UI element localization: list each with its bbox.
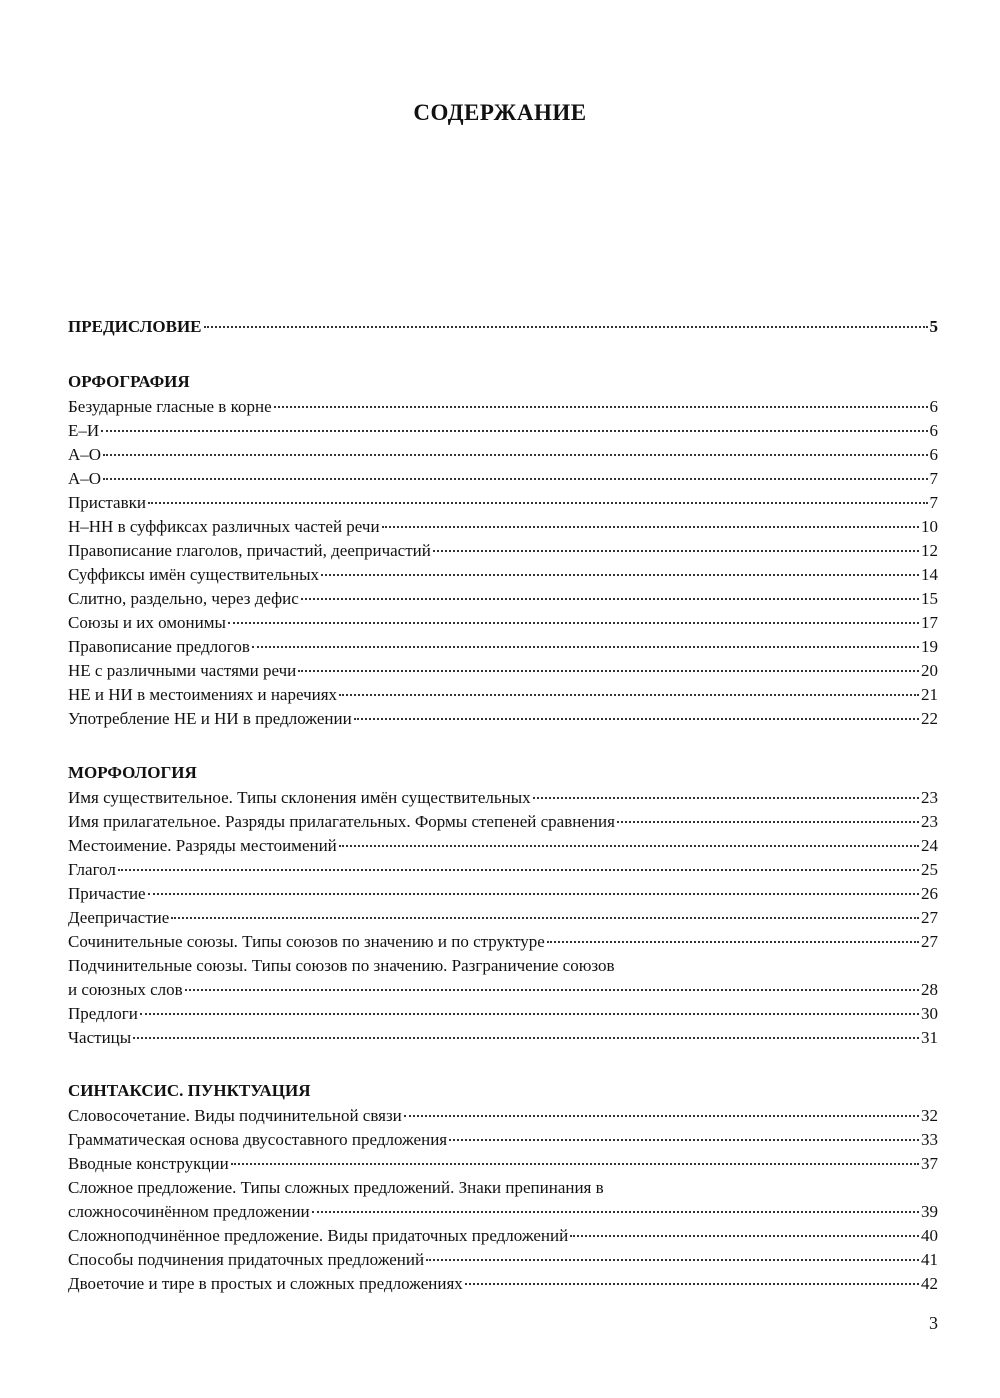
toc-entry-page: 37: [921, 1154, 938, 1173]
dot-leader: [204, 326, 928, 328]
dot-leader: [404, 1115, 919, 1117]
toc-entry-label: Предлоги: [68, 1004, 138, 1023]
toc-entry-page: 6: [929, 397, 938, 416]
toc-entry-page: 14: [921, 565, 938, 584]
toc-entry[interactable]: [68, 1225, 938, 1247]
toc-entry-label: Правописание предлогов: [68, 637, 250, 656]
toc-entry-page: 15: [921, 589, 938, 608]
dot-leader: [148, 893, 919, 895]
toc-entry-first-line: Сложное предложение. Типы сложных предложений. Знаки препинания в: [68, 1178, 604, 1197]
dot-leader: [103, 454, 927, 456]
toc-entry-page: 22: [921, 709, 938, 728]
toc-entry-label: А–О: [68, 469, 102, 488]
dot-leader: [433, 550, 919, 552]
toc-entry[interactable]: [68, 612, 938, 634]
toc-entry-page: 26: [921, 884, 938, 903]
toc-entry[interactable]: [68, 883, 938, 905]
toc-entry-page: 28: [921, 980, 938, 999]
toc-entry[interactable]: [68, 564, 938, 586]
toc-entry-page: 19: [921, 637, 938, 656]
toc-entry-page: 23: [921, 788, 938, 807]
dot-leader: [101, 430, 927, 432]
toc-entry-label: Частицы: [68, 1028, 132, 1047]
toc-entry-label: Правописание глаголов, причастий, деепричастий: [68, 541, 431, 560]
toc-entry-label: Вводные конструкции: [68, 1154, 229, 1173]
toc-entry[interactable]: [68, 979, 938, 1001]
toc-entry-label: Глагол: [68, 860, 116, 879]
toc-entry-label: Суффиксы имён существительных: [68, 565, 320, 584]
toc-entry[interactable]: [68, 1153, 938, 1175]
toc-entry[interactable]: [68, 684, 938, 706]
toc-entry-page: 10: [921, 517, 938, 536]
toc-entry[interactable]: [68, 1273, 938, 1295]
toc-entry[interactable]: [68, 1249, 938, 1271]
toc-entry[interactable]: [68, 835, 938, 857]
toc-entry[interactable]: [68, 444, 938, 466]
toc-entry[interactable]: [68, 811, 938, 833]
dot-leader: [339, 845, 919, 847]
dot-leader: [312, 1211, 919, 1213]
dot-leader: [339, 694, 919, 696]
section-heading-orthography: ОРФОГРАФИЯ: [68, 372, 190, 391]
toc-entry-label: ПРЕДИСЛОВИЕ: [68, 317, 202, 336]
toc-entry[interactable]: [68, 1105, 938, 1127]
toc-entry-label: Деепричастие: [68, 908, 170, 927]
toc-entry[interactable]: [68, 859, 938, 881]
toc-entry-page: 24: [921, 836, 938, 855]
dot-leader: [449, 1139, 919, 1141]
toc-entry-label: НЕ и НИ в местоимениях и наречиях: [68, 685, 338, 704]
toc-entry-label: Причастие: [68, 884, 146, 903]
toc-entry-label: Местоимение. Разряды местоимений: [68, 836, 337, 855]
toc-entry-page: 5: [929, 317, 938, 336]
toc-entry[interactable]: [68, 492, 938, 514]
toc-entry[interactable]: [68, 396, 938, 418]
toc-entry[interactable]: [68, 1201, 938, 1223]
toc-entry-label: сложносочинённом предложении: [68, 1202, 310, 1221]
toc-entry-page: 30: [921, 1004, 938, 1023]
toc-entry-label: Безударные гласные в корне: [68, 397, 272, 416]
toc-entry-label: Союзы и их омонимы: [68, 613, 226, 632]
toc-entry-page: 25: [921, 860, 938, 879]
toc-entry-page: 40: [921, 1226, 938, 1245]
toc-entry-page: 6: [929, 421, 938, 440]
toc-entry-label: Двоеточие и тире в простых и сложных предложениях: [68, 1274, 463, 1293]
toc-entry[interactable]: [68, 516, 938, 538]
toc-entry-page: 33: [921, 1130, 938, 1149]
toc-entry-label: Словосочетание. Виды подчинительной связи: [68, 1106, 402, 1125]
dot-leader: [533, 797, 919, 799]
dot-leader: [382, 526, 919, 528]
toc-entry-label: Имя прилагательное. Разряды прилагательных. Формы степеней сравнения: [68, 812, 615, 831]
dot-leader: [231, 1163, 919, 1165]
section-heading-morphology: МОРФОЛОГИЯ: [68, 763, 197, 782]
toc-entry-label: НЕ с различными частями речи: [68, 661, 297, 680]
toc-entry[interactable]: [68, 907, 938, 929]
dot-leader: [274, 406, 928, 408]
dot-leader: [426, 1259, 919, 1261]
toc-entry-page: 12: [921, 541, 938, 560]
toc-entry-page: 31: [921, 1028, 938, 1047]
dot-leader: [148, 502, 928, 504]
toc-entry[interactable]: [68, 1003, 938, 1025]
dot-leader: [547, 941, 919, 943]
toc-entry-label: Имя существительное. Типы склонения имён существительных: [68, 788, 531, 807]
toc-entry[interactable]: [68, 420, 938, 442]
toc-entry[interactable]: [68, 1129, 938, 1151]
toc-entry-label: Е–И: [68, 421, 100, 440]
page-number: 3: [929, 1313, 938, 1333]
toc-entry-page: 23: [921, 812, 938, 831]
toc-entry-label: и союзных слов: [68, 980, 183, 999]
toc-entry-page: 41: [921, 1250, 938, 1269]
toc-entry[interactable]: [68, 540, 938, 562]
toc-entry[interactable]: [68, 660, 938, 682]
dot-leader: [140, 1013, 919, 1015]
dot-leader: [301, 598, 919, 600]
dot-leader: [103, 478, 927, 480]
toc-entry-page: 32: [921, 1106, 938, 1125]
toc-entry[interactable]: [68, 787, 938, 809]
dot-leader: [133, 1037, 919, 1039]
toc-entry-label: Грамматическая основа двусоставного предложения: [68, 1130, 448, 1149]
dot-leader: [298, 670, 919, 672]
dot-leader: [617, 821, 919, 823]
dot-leader: [185, 989, 919, 991]
dot-leader: [354, 718, 919, 720]
dot-leader: [118, 869, 919, 871]
dot-leader: [321, 574, 919, 576]
toc-entry-first-line: Подчинительные союзы. Типы союзов по значению. Разграничение союзов: [68, 956, 615, 975]
toc-entry[interactable]: [68, 931, 938, 953]
toc-entry-label: Сочинительные союзы. Типы союзов по значению и по структуре: [68, 932, 545, 951]
toc-entry-page: 20: [921, 661, 938, 680]
dot-leader: [570, 1235, 919, 1237]
toc-entry-label: Слитно, раздельно, через дефис: [68, 589, 299, 608]
toc-entry-label: А–О: [68, 445, 102, 464]
toc-entry-label: Сложноподчинённое предложение. Виды придаточных предложений: [68, 1226, 569, 1245]
toc-entry-label: Способы подчинения придаточных предложений: [68, 1250, 425, 1269]
toc-entry-page: 21: [921, 685, 938, 704]
toc-entry[interactable]: [68, 708, 938, 730]
toc-entry-label: Приставки: [68, 493, 146, 512]
dot-leader: [252, 646, 919, 648]
toc-entry-page: 17: [921, 613, 938, 632]
toc-entry[interactable]: [68, 636, 938, 658]
toc-entry-page: 6: [929, 445, 938, 464]
toc-entry-page: 27: [921, 908, 938, 927]
dot-leader: [465, 1283, 919, 1285]
toc-entry-page: 42: [921, 1274, 938, 1293]
toc-entry-page: 27: [921, 932, 938, 951]
toc-entry-page: 7: [929, 493, 938, 512]
toc-entry[interactable]: [68, 588, 938, 610]
toc-entry-label: Употребление НЕ и НИ в предложении: [68, 709, 352, 728]
page-title: СОДЕРЖАНИЕ: [413, 100, 587, 125]
toc-entry-label: Н–НН в суффиксах различных частей речи: [68, 517, 380, 536]
toc-entry-preface[interactable]: [68, 316, 938, 338]
toc-entry[interactable]: [68, 468, 938, 490]
toc-entry[interactable]: [68, 1027, 938, 1049]
section-heading-syntax: СИНТАКСИС. ПУНКТУАЦИЯ: [68, 1081, 311, 1100]
dot-leader: [228, 622, 919, 624]
dot-leader: [171, 917, 919, 919]
toc-entry-page: 39: [921, 1202, 938, 1221]
toc-entry-page: 7: [929, 469, 938, 488]
